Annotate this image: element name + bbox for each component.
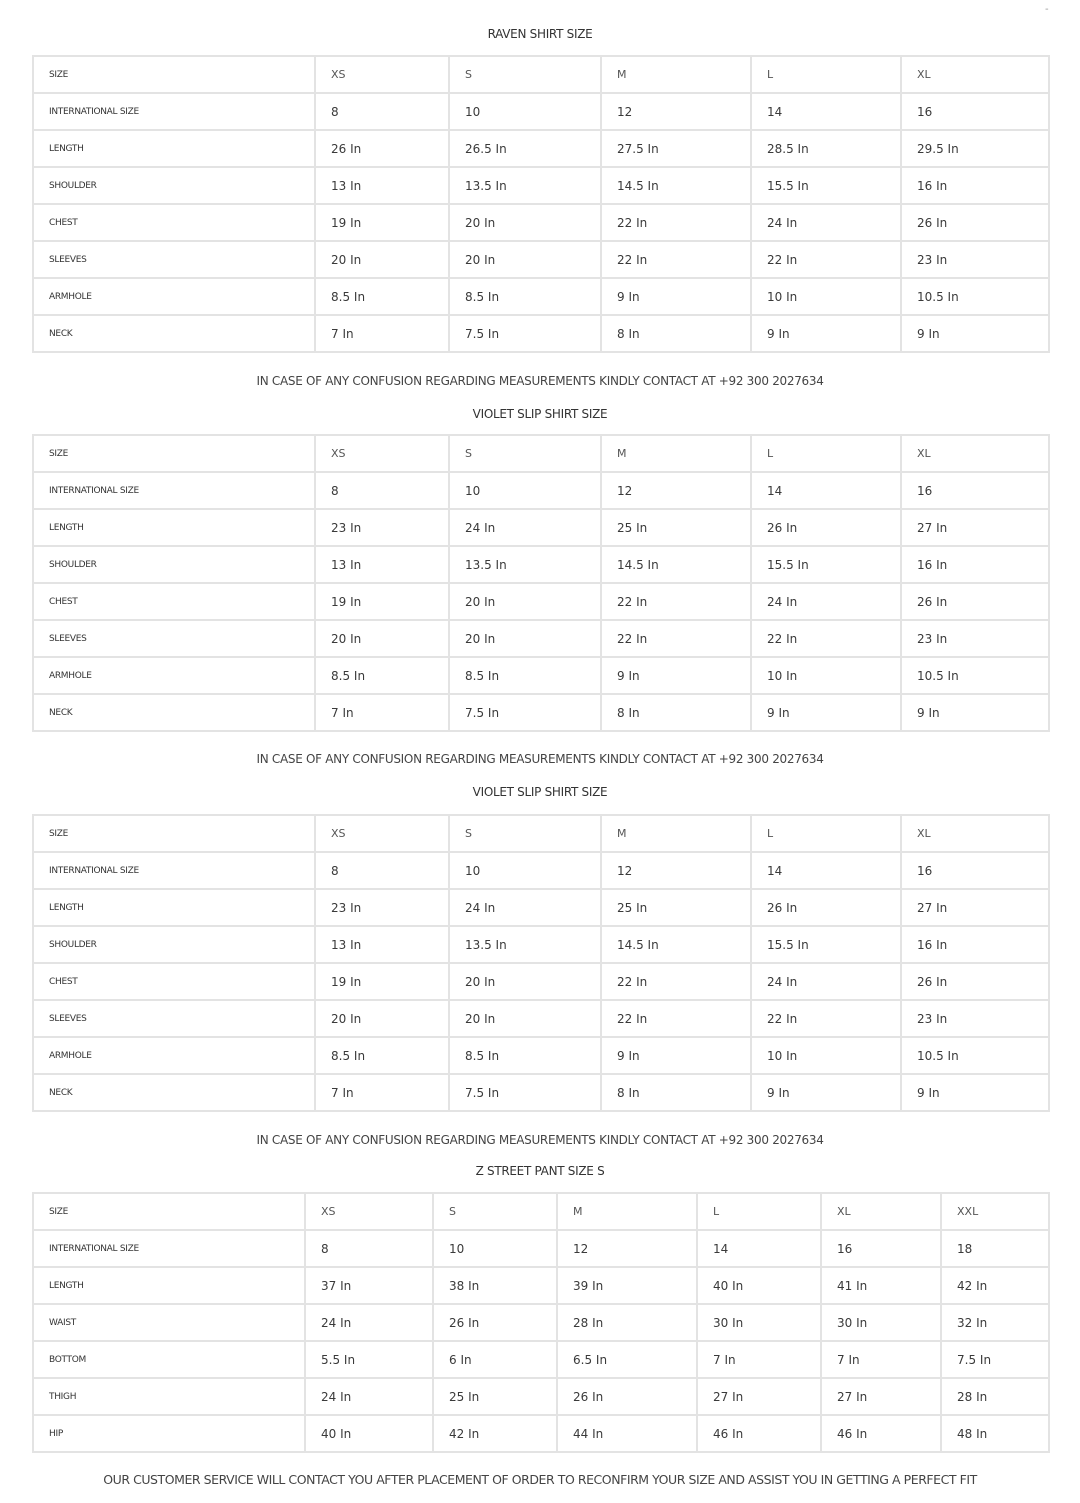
measurement-value-cell: 24 In <box>449 889 601 926</box>
size-cell: S <box>433 1193 557 1230</box>
measurement-value-cell: 12 <box>601 852 751 889</box>
measurement-value-cell: 22 In <box>601 620 751 657</box>
violet-slip-shirt-size-title: VIOLET SLIP SHIRT SIZE <box>472 785 608 799</box>
measurement-value-cell: 13.5 In <box>449 926 601 963</box>
measurement-value-cell: 8.5 In <box>449 657 601 694</box>
measurement-row <box>33 278 1049 315</box>
measurement-value-cell: 8.5 In <box>449 278 601 315</box>
size-cell: XL <box>901 435 1049 472</box>
measurement-value-cell: 9 In <box>901 315 1049 352</box>
measurement-value-cell: 16 <box>821 1230 941 1267</box>
size-cell: L <box>751 56 901 93</box>
measurement-row <box>33 1378 1049 1415</box>
measurement-row <box>33 1341 1049 1378</box>
measurement-value-cell: 19 In <box>315 963 449 1000</box>
measurement-value-cell: 48 In <box>941 1415 1049 1452</box>
measurement-row <box>33 583 1049 620</box>
measurement-value-cell: 16 In <box>901 167 1049 204</box>
measurement-value-cell: 22 In <box>751 241 901 278</box>
size-cell: M <box>601 56 751 93</box>
measurement-label-cell: INTERNATIONAL SIZE <box>33 93 315 130</box>
measurement-value-cell: 24 In <box>751 963 901 1000</box>
measurement-value-cell: 14 <box>751 852 901 889</box>
measurement-value-cell: 30 In <box>821 1304 941 1341</box>
size-cell: XXL <box>941 1193 1049 1230</box>
measurement-value-cell: 7 In <box>315 315 449 352</box>
measurement-value-cell: 27 In <box>697 1378 821 1415</box>
measurement-value-cell: 8 <box>315 852 449 889</box>
customer-service-note: OUR CUSTOMER SERVICE WILL CONTACT YOU AFTER PLACEMENT OF ORDER TO RECONFIRM YOUR SIZE AND ASSIST YOU IN GETTING A PERFECT FIT <box>103 1472 977 1487</box>
measurement-label-cell: LENGTH <box>33 1267 305 1304</box>
measurement-value-cell: 8 <box>315 472 449 509</box>
size-cell: XS <box>315 815 449 852</box>
measurement-row <box>33 1000 1049 1037</box>
measurement-value-cell: 24 In <box>305 1304 433 1341</box>
measurement-value-cell: 13 In <box>315 546 449 583</box>
measurement-value-cell: 12 <box>601 93 751 130</box>
measurement-value-cell: 20 In <box>315 241 449 278</box>
measurement-value-cell: 14 <box>751 93 901 130</box>
measurement-value-cell: 26 In <box>751 889 901 926</box>
measurement-row <box>33 1074 1049 1111</box>
measurement-row <box>33 472 1049 509</box>
measurement-value-cell: 18 <box>941 1230 1049 1267</box>
size-cell: S <box>449 815 601 852</box>
measurement-value-cell: 27 In <box>901 509 1049 546</box>
measurement-label-cell: ARMHOLE <box>33 1037 315 1074</box>
measurement-value-cell: 22 In <box>751 620 901 657</box>
measurement-value-cell: 7 In <box>697 1341 821 1378</box>
measurement-row <box>33 204 1049 241</box>
measurement-value-cell: 25 In <box>601 889 751 926</box>
violet-slip-shirt-size-table <box>32 434 1050 732</box>
measurement-value-cell: 40 In <box>305 1415 433 1452</box>
measurement-value-cell: 19 In <box>315 204 449 241</box>
measurement-row <box>33 963 1049 1000</box>
measurement-value-cell: 13.5 In <box>449 546 601 583</box>
measurement-value-cell: 24 In <box>751 583 901 620</box>
measurement-value-cell: 5.5 In <box>305 1341 433 1378</box>
measurement-value-cell: 8 <box>305 1230 433 1267</box>
measurement-value-cell: 44 In <box>557 1415 697 1452</box>
size-cell: XS <box>315 435 449 472</box>
measurement-value-cell: 14.5 In <box>601 167 751 204</box>
measurement-label-cell: LENGTH <box>33 509 315 546</box>
measurement-value-cell: 27 In <box>821 1378 941 1415</box>
measurement-value-cell: 7 In <box>315 694 449 731</box>
measurement-label-cell: SLEEVES <box>33 620 315 657</box>
measurement-value-cell: 26 In <box>433 1304 557 1341</box>
size-cell: S <box>449 435 601 472</box>
measurement-row <box>33 694 1049 731</box>
measurement-value-cell: 24 In <box>305 1378 433 1415</box>
measurement-value-cell: 14.5 In <box>601 926 751 963</box>
measurement-value-cell: 10.5 In <box>901 657 1049 694</box>
measurement-value-cell: 10 <box>433 1230 557 1267</box>
measurement-value-cell: 29.5 In <box>901 130 1049 167</box>
measurement-value-cell: 9 In <box>601 1037 751 1074</box>
measurement-label-cell: INTERNATIONAL SIZE <box>33 852 315 889</box>
measurement-label-cell: LENGTH <box>33 889 315 926</box>
measurement-value-cell: 8 In <box>601 694 751 731</box>
measurement-value-cell: 23 In <box>315 889 449 926</box>
size-label-cell: SIZE <box>33 815 315 852</box>
measurement-value-cell: 10 <box>449 472 601 509</box>
measurement-value-cell: 26 In <box>901 583 1049 620</box>
measurement-value-cell: 23 In <box>901 620 1049 657</box>
measurement-label-cell: ARMHOLE <box>33 657 315 694</box>
measurement-value-cell: 27.5 In <box>601 130 751 167</box>
measurement-value-cell: 20 In <box>449 1000 601 1037</box>
measurement-value-cell: 8.5 In <box>315 1037 449 1074</box>
measurement-value-cell: 16 <box>901 852 1049 889</box>
measurement-value-cell: 40 In <box>697 1267 821 1304</box>
measurement-value-cell: 12 <box>601 472 751 509</box>
size-cell: XL <box>901 815 1049 852</box>
corner-mark: - <box>1045 4 1049 15</box>
measurement-value-cell: 16 <box>901 93 1049 130</box>
measurement-value-cell: 37 In <box>305 1267 433 1304</box>
measurement-value-cell: 7.5 In <box>449 694 601 731</box>
size-cell: L <box>751 815 901 852</box>
size-cell: M <box>601 435 751 472</box>
measurement-label-cell: HIP <box>33 1415 305 1452</box>
measurement-value-cell: 13 In <box>315 926 449 963</box>
measurement-value-cell: 22 In <box>751 1000 901 1037</box>
size-header-row <box>33 815 1049 852</box>
measurement-value-cell: 9 In <box>601 278 751 315</box>
measurement-value-cell: 8 In <box>601 315 751 352</box>
measurement-value-cell: 16 <box>901 472 1049 509</box>
measurement-label-cell: CHEST <box>33 204 315 241</box>
measurement-value-cell: 23 In <box>315 509 449 546</box>
measurement-row <box>33 546 1049 583</box>
measurement-value-cell: 13 In <box>315 167 449 204</box>
measurement-value-cell: 7 In <box>315 1074 449 1111</box>
contact-note: IN CASE OF ANY CONFUSION REGARDING MEASUREMENTS KINDLY CONTACT AT +92 300 2027634 <box>256 752 824 766</box>
measurement-row <box>33 93 1049 130</box>
measurement-value-cell: 10 In <box>751 1037 901 1074</box>
measurement-value-cell: 24 In <box>449 509 601 546</box>
measurement-row <box>33 620 1049 657</box>
measurement-value-cell: 8.5 In <box>315 278 449 315</box>
contact-note: IN CASE OF ANY CONFUSION REGARDING MEASUREMENTS KINDLY CONTACT AT +92 300 2027634 <box>256 1133 824 1147</box>
measurement-label-cell: THIGH <box>33 1378 305 1415</box>
measurement-value-cell: 13.5 In <box>449 167 601 204</box>
size-cell: M <box>557 1193 697 1230</box>
measurement-value-cell: 20 In <box>315 620 449 657</box>
measurement-label-cell: SHOULDER <box>33 926 315 963</box>
measurement-label-cell: BOTTOM <box>33 1341 305 1378</box>
measurement-value-cell: 20 In <box>449 963 601 1000</box>
measurement-label-cell: SLEEVES <box>33 241 315 278</box>
measurement-value-cell: 26.5 In <box>449 130 601 167</box>
measurement-value-cell: 10.5 In <box>901 1037 1049 1074</box>
measurement-value-cell: 14 <box>697 1230 821 1267</box>
measurement-value-cell: 27 In <box>901 889 1049 926</box>
measurement-value-cell: 8.5 In <box>449 1037 601 1074</box>
measurement-row <box>33 509 1049 546</box>
measurement-value-cell: 20 In <box>449 204 601 241</box>
measurement-value-cell: 22 In <box>601 583 751 620</box>
measurement-value-cell: 25 In <box>433 1378 557 1415</box>
measurement-value-cell: 12 <box>557 1230 697 1267</box>
size-cell: XS <box>305 1193 433 1230</box>
measurement-value-cell: 15.5 In <box>751 926 901 963</box>
measurement-value-cell: 8 In <box>601 1074 751 1111</box>
measurement-row <box>33 315 1049 352</box>
measurement-value-cell: 20 In <box>449 620 601 657</box>
measurement-value-cell: 9 In <box>901 1074 1049 1111</box>
measurement-value-cell: 19 In <box>315 583 449 620</box>
measurement-value-cell: 22 In <box>601 963 751 1000</box>
measurement-label-cell: WAIST <box>33 1304 305 1341</box>
measurement-value-cell: 16 In <box>901 926 1049 963</box>
measurement-value-cell: 7 In <box>821 1341 941 1378</box>
measurement-value-cell: 26 In <box>901 963 1049 1000</box>
measurement-value-cell: 25 In <box>601 509 751 546</box>
size-label-cell: SIZE <box>33 56 315 93</box>
measurement-row <box>33 657 1049 694</box>
measurement-value-cell: 42 In <box>941 1267 1049 1304</box>
size-cell: M <box>601 815 751 852</box>
measurement-label-cell: CHEST <box>33 963 315 1000</box>
measurement-value-cell: 24 In <box>751 204 901 241</box>
measurement-value-cell: 30 In <box>697 1304 821 1341</box>
measurement-row <box>33 1415 1049 1452</box>
measurement-value-cell: 9 In <box>751 1074 901 1111</box>
measurement-value-cell: 14 <box>751 472 901 509</box>
measurement-row <box>33 926 1049 963</box>
measurement-row <box>33 889 1049 926</box>
measurement-value-cell: 6 In <box>433 1341 557 1378</box>
measurement-label-cell: SHOULDER <box>33 546 315 583</box>
violet-slip-shirt-size-title: VIOLET SLIP SHIRT SIZE <box>472 407 608 421</box>
z-street-pant-size-title: Z STREET PANT SIZE S <box>475 1164 605 1178</box>
size-label-cell: SIZE <box>33 1193 305 1230</box>
measurement-value-cell: 22 In <box>601 1000 751 1037</box>
measurement-row <box>33 1037 1049 1074</box>
size-cell: XL <box>821 1193 941 1230</box>
measurement-value-cell: 7.5 In <box>449 1074 601 1111</box>
measurement-value-cell: 23 In <box>901 241 1049 278</box>
measurement-value-cell: 26 In <box>901 204 1049 241</box>
size-cell: L <box>751 435 901 472</box>
measurement-value-cell: 41 In <box>821 1267 941 1304</box>
measurement-value-cell: 39 In <box>557 1267 697 1304</box>
measurement-value-cell: 46 In <box>697 1415 821 1452</box>
measurement-value-cell: 7.5 In <box>449 315 601 352</box>
violet-slip-shirt-size-table <box>32 814 1050 1112</box>
measurement-row <box>33 852 1049 889</box>
measurement-value-cell: 9 In <box>601 657 751 694</box>
size-header-row <box>33 435 1049 472</box>
measurement-value-cell: 42 In <box>433 1415 557 1452</box>
size-cell: XL <box>901 56 1049 93</box>
measurement-value-cell: 9 In <box>901 694 1049 731</box>
size-label-cell: SIZE <box>33 435 315 472</box>
measurement-value-cell: 28 In <box>557 1304 697 1341</box>
measurement-value-cell: 20 In <box>449 241 601 278</box>
measurement-value-cell: 10 <box>449 852 601 889</box>
raven-shirt-size-title: RAVEN SHIRT SIZE <box>487 27 593 41</box>
measurement-label-cell: CHEST <box>33 583 315 620</box>
measurement-value-cell: 8 <box>315 93 449 130</box>
size-header-row <box>33 56 1049 93</box>
measurement-row <box>33 1230 1049 1267</box>
measurement-value-cell: 32 In <box>941 1304 1049 1341</box>
contact-note: IN CASE OF ANY CONFUSION REGARDING MEASUREMENTS KINDLY CONTACT AT +92 300 2027634 <box>256 374 824 388</box>
measurement-row <box>33 1267 1049 1304</box>
measurement-value-cell: 26 In <box>557 1378 697 1415</box>
measurement-label-cell: LENGTH <box>33 130 315 167</box>
measurement-label-cell: NECK <box>33 1074 315 1111</box>
size-cell: XS <box>315 56 449 93</box>
measurement-value-cell: 15.5 In <box>751 546 901 583</box>
measurement-value-cell: 14.5 In <box>601 546 751 583</box>
measurement-row <box>33 167 1049 204</box>
measurement-row <box>33 241 1049 278</box>
measurement-value-cell: 23 In <box>901 1000 1049 1037</box>
size-cell: S <box>449 56 601 93</box>
measurement-value-cell: 15.5 In <box>751 167 901 204</box>
measurement-value-cell: 10 In <box>751 278 901 315</box>
measurement-value-cell: 10 In <box>751 657 901 694</box>
measurement-value-cell: 6.5 In <box>557 1341 697 1378</box>
measurement-value-cell: 46 In <box>821 1415 941 1452</box>
measurement-row <box>33 1304 1049 1341</box>
measurement-row <box>33 130 1049 167</box>
measurement-value-cell: 10 <box>449 93 601 130</box>
size-cell: L <box>697 1193 821 1230</box>
size-header-row <box>33 1193 1049 1230</box>
measurement-value-cell: 28.5 In <box>751 130 901 167</box>
measurement-value-cell: 22 In <box>601 241 751 278</box>
measurement-value-cell: 38 In <box>433 1267 557 1304</box>
measurement-value-cell: 20 In <box>449 583 601 620</box>
measurement-label-cell: INTERNATIONAL SIZE <box>33 472 315 509</box>
measurement-value-cell: 10.5 In <box>901 278 1049 315</box>
measurement-label-cell: NECK <box>33 315 315 352</box>
measurement-value-cell: 22 In <box>601 204 751 241</box>
measurement-value-cell: 9 In <box>751 315 901 352</box>
raven-shirt-size-table <box>32 55 1050 353</box>
measurement-label-cell: INTERNATIONAL SIZE <box>33 1230 305 1267</box>
measurement-value-cell: 26 In <box>751 509 901 546</box>
measurement-value-cell: 26 In <box>315 130 449 167</box>
measurement-value-cell: 7.5 In <box>941 1341 1049 1378</box>
measurement-label-cell: NECK <box>33 694 315 731</box>
measurement-value-cell: 28 In <box>941 1378 1049 1415</box>
measurement-label-cell: ARMHOLE <box>33 278 315 315</box>
measurement-value-cell: 9 In <box>751 694 901 731</box>
measurement-label-cell: SHOULDER <box>33 167 315 204</box>
measurement-value-cell: 16 In <box>901 546 1049 583</box>
z-street-pant-size-table <box>32 1192 1050 1453</box>
measurement-value-cell: 20 In <box>315 1000 449 1037</box>
measurement-value-cell: 8.5 In <box>315 657 449 694</box>
measurement-label-cell: SLEEVES <box>33 1000 315 1037</box>
